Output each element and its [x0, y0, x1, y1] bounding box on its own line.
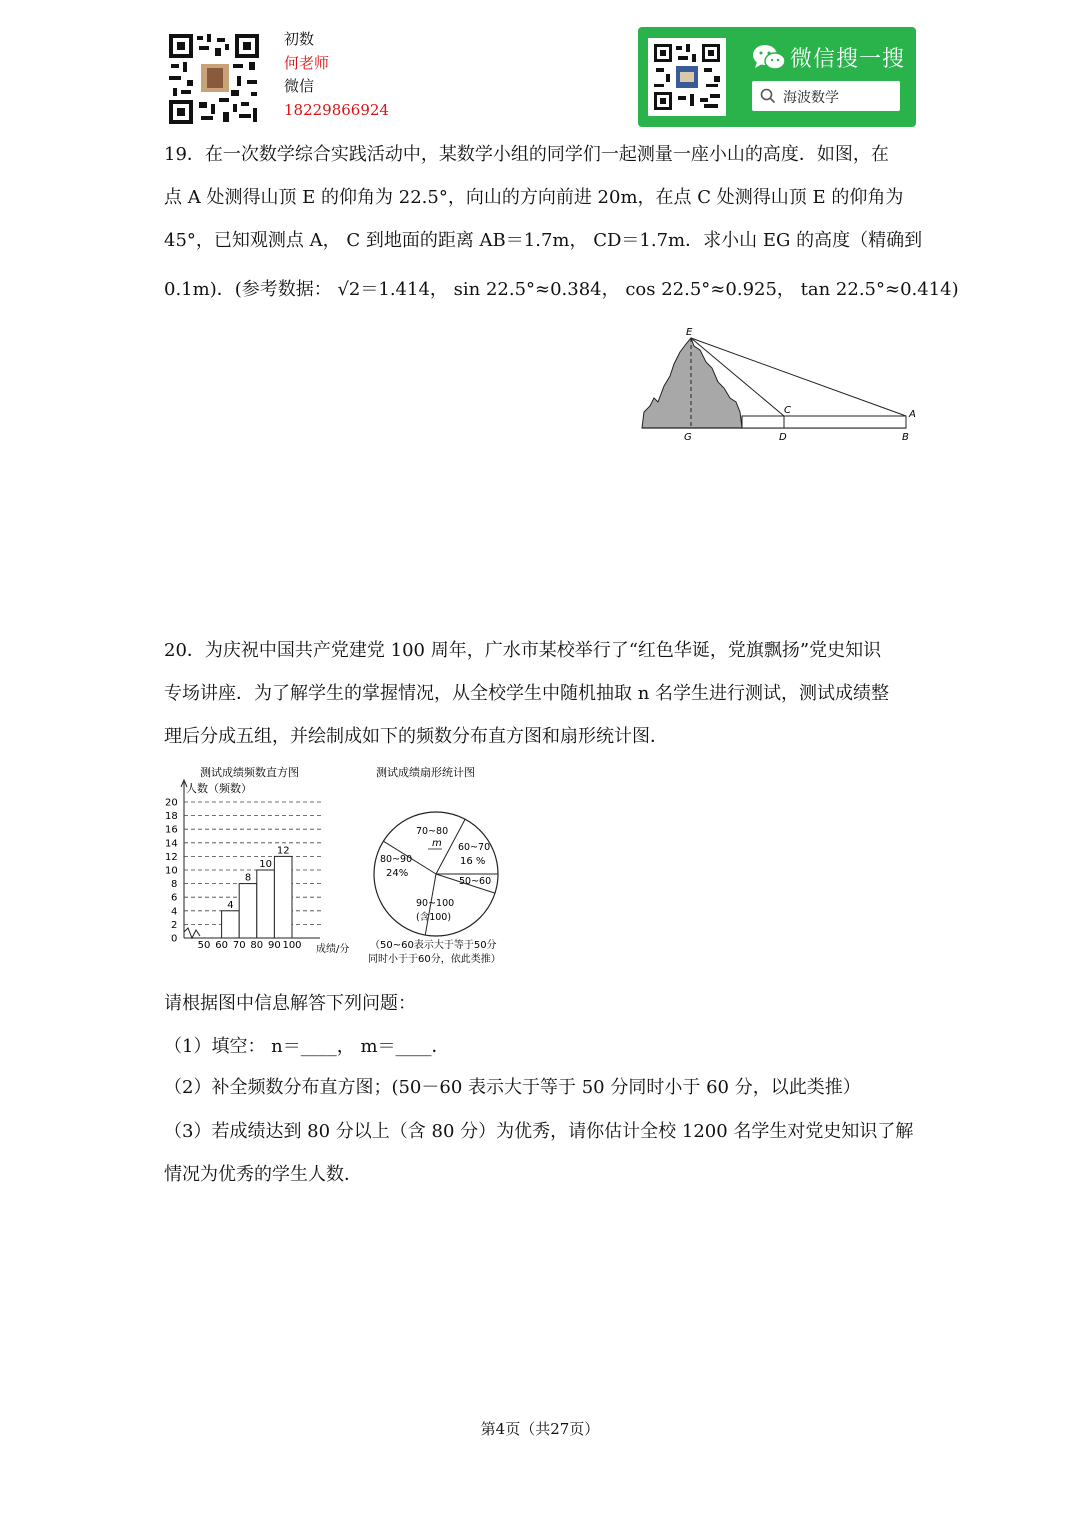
- histogram-y-tick: 2: [171, 919, 178, 931]
- q20-sub-3a: （3）若成绩达到 80 分以上（含 80 分）为优秀，请你估计全校 1200 名学生对党史知识了解: [164, 1121, 914, 1142]
- histogram-x-tick: 90: [268, 940, 281, 951]
- pie-note-2: 同时小于于60分，依此类推）: [368, 954, 501, 965]
- histogram-y-tick: 18: [165, 811, 178, 823]
- pie-chart: [360, 760, 540, 970]
- histogram-bar: [274, 856, 292, 938]
- histogram-y-tick: 20: [165, 797, 178, 809]
- histogram-x-tick: 80: [250, 940, 264, 951]
- qr-code-icon: [648, 38, 726, 116]
- histogram-y-tick: 16: [165, 824, 178, 836]
- label-E: E: [686, 327, 693, 338]
- pie-label-90-100: 90~100: [416, 898, 455, 909]
- histogram-x-tick: 100: [282, 940, 302, 951]
- contact-phone: 18229866924: [284, 100, 389, 119]
- pie-note-1: （50~60表示大于等于50分: [370, 940, 497, 951]
- histogram-y-tick: 12: [165, 851, 178, 863]
- observation-platform: [742, 416, 906, 428]
- page-footer: 第4页（共27页）: [480, 1420, 600, 1438]
- histogram-axis-break: [184, 928, 200, 938]
- q20-sub-2: （2）补全频数分布直方图；(50－60 表示大于等于 50 分同时小于 60 分，以此类推）: [164, 1077, 861, 1098]
- histogram-x-label: 成绩/分: [316, 944, 350, 955]
- histogram-y-tick: 6: [171, 892, 178, 904]
- wechat-search-title: 微信搜一搜: [790, 47, 906, 72]
- pie-label-80-90: 80~90: [380, 854, 413, 865]
- wechat-search-term: 海波数学: [783, 90, 839, 106]
- histogram-value-label: 4: [227, 899, 234, 911]
- mountain-figure: [636, 322, 922, 448]
- label-G: G: [684, 432, 692, 443]
- q19-line-1: 19．在一次数学综合实践活动中，某数学小组的同学们一起测量一座小山的高度．如图，在: [164, 144, 889, 165]
- histogram-x-tick: 60: [215, 940, 228, 951]
- q20-line-3: 理后分成五组，并绘制成如下的频数分布直方图和扇形统计图．: [164, 726, 668, 747]
- histogram-y-tick: 0: [171, 933, 178, 945]
- histogram-value-label: 8: [244, 872, 252, 884]
- pie-title: 测试成绩扇形统计图: [376, 766, 475, 779]
- q20-line-1: 20．为庆祝中国共产党建党 100 周年，广水市某校举行了“红色华诞，党旗飘扬”党史知识: [164, 640, 882, 661]
- histogram-bar: [222, 911, 240, 938]
- histogram-y-tick: 10: [165, 865, 178, 877]
- qr-code-icon: [167, 32, 261, 126]
- q20-sub-1: （1）填空： n＝____， m＝____．: [164, 1036, 450, 1057]
- pie-value-80-90: 24%: [386, 868, 409, 879]
- q19-line-4: 0.1m)．(参考数据： √2＝1.414， sin 22.5°≈0.384， cos 22.5°≈0.925， tan 22.5°≈0.414): [164, 279, 959, 300]
- contact-label: 微信: [284, 77, 315, 95]
- label-B: B: [902, 432, 909, 443]
- histogram-x-tick: 50: [197, 940, 211, 951]
- wechat-qr-code: [648, 38, 726, 116]
- label-C: C: [784, 405, 791, 416]
- wechat-icon: [752, 44, 786, 72]
- teacher-qr-code: [167, 32, 261, 126]
- q19-line-3: 45°，已知观测点 A， C 到地面的距离 AB＝1.7m， CD＝1.7m．求小山 EG 的高度（精确到: [164, 230, 923, 251]
- pie-label-70-80: 70~80: [416, 826, 449, 837]
- pie-value-70-80: m: [432, 838, 442, 849]
- histogram-title: 测试成绩频数直方图: [200, 766, 299, 779]
- histogram-value-label: 12: [276, 845, 290, 857]
- teacher-contact: [284, 28, 389, 122]
- contact-subject: 初数: [284, 30, 315, 48]
- pie-value-90-100: (含100): [416, 912, 452, 923]
- frequency-histogram: [160, 760, 360, 970]
- pie-label-50-60: 50~60: [459, 876, 492, 887]
- pie-value-60-70: 16 %: [460, 856, 486, 867]
- q20-ask: 请根据图中信息解答下列问题：: [164, 993, 416, 1014]
- histogram-y-tick: 4: [171, 906, 178, 918]
- label-A: A: [909, 409, 916, 420]
- histogram-bar: [257, 870, 275, 938]
- label-D: D: [779, 432, 787, 443]
- q20-line-2: 专场讲座．为了解学生的掌握情况，从全校学生中随机抽取 n 名学生进行测试，测试成绩整: [164, 683, 890, 704]
- histogram-y-tick: 8: [171, 879, 178, 891]
- q19-line-2: 点 A 处测得山顶 E 的仰角为 22.5°，向山的方向前进 20m，在点 C 处测得山顶 E 的仰角为: [164, 187, 904, 208]
- histogram-y-tick: 14: [165, 838, 178, 850]
- histogram-bar: [239, 884, 257, 938]
- histogram-value-label: 10: [259, 859, 272, 870]
- contact-name: 何老师: [284, 53, 330, 72]
- q20-sub-3b: 情况为优秀的学生人数．: [164, 1164, 362, 1185]
- pie-label-60-70: 60~70: [458, 842, 491, 853]
- histogram-y-label: 人数（频数）: [186, 782, 252, 795]
- wechat-search-box[interactable]: [752, 81, 900, 111]
- histogram-x-tick: 70: [232, 940, 246, 951]
- search-icon: [760, 88, 776, 104]
